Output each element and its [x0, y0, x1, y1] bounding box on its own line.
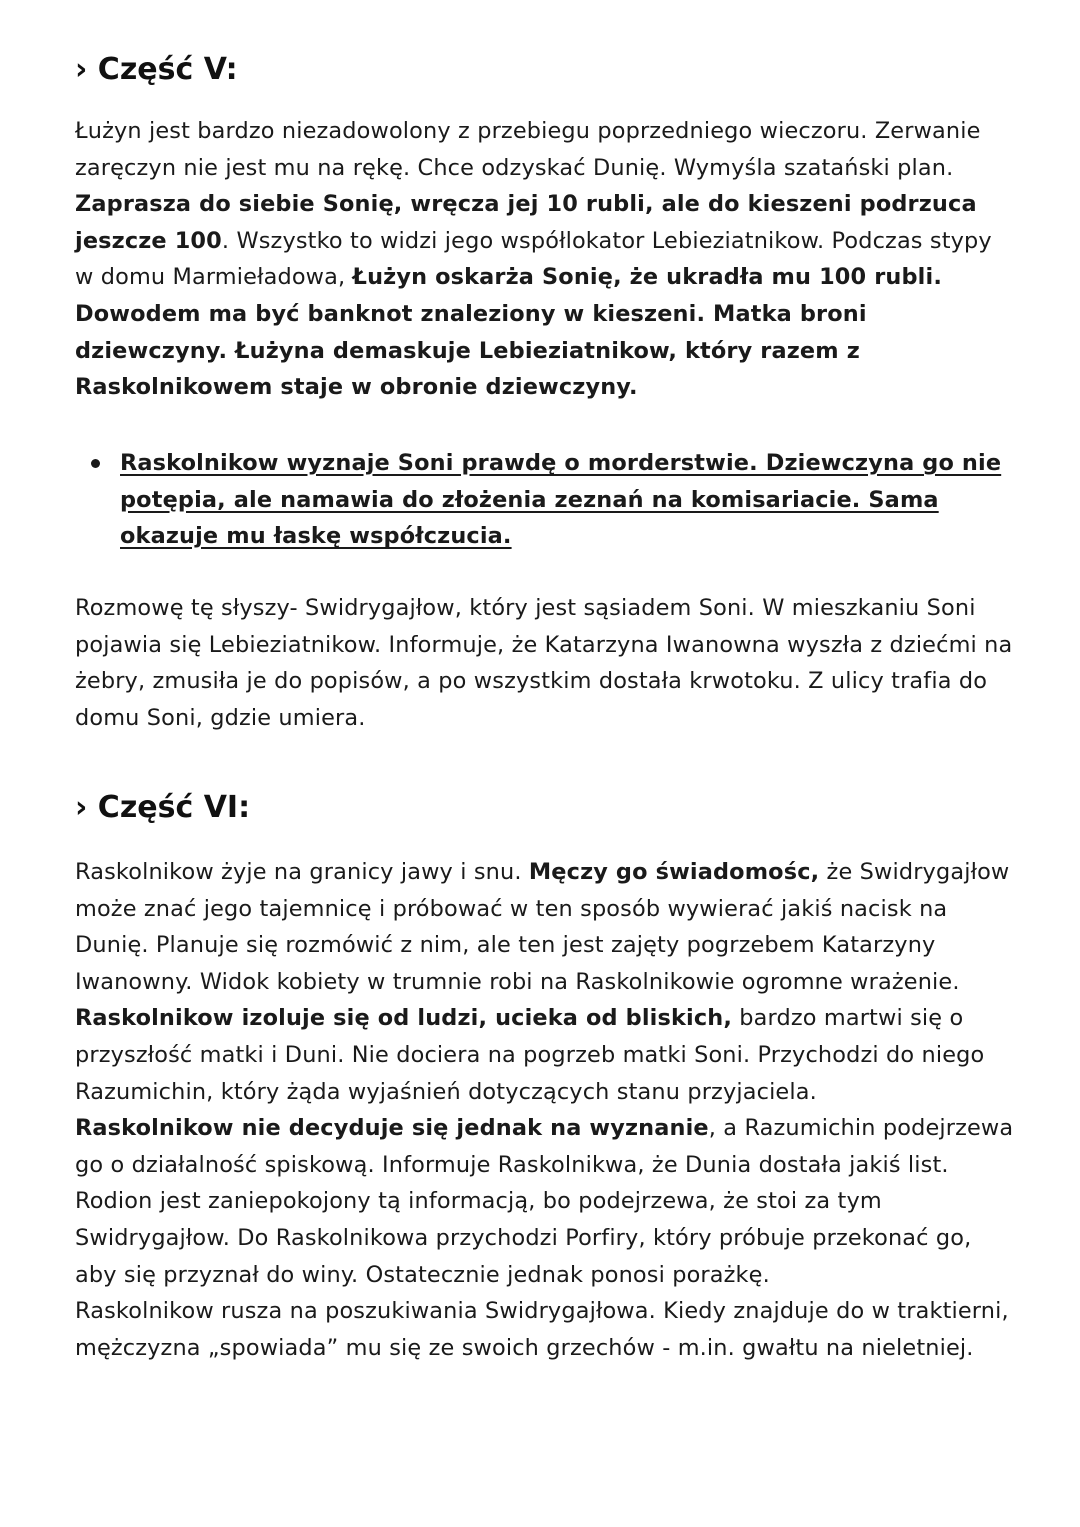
- text-run: bardzo martwi się o przyszłość matki i Duni. Nie dociera na pogrzeb matki Soni. Przychodzi do niego Razumichin, który żąda wyjaśnień dotyczących stanu przyjaciela.: [75, 1005, 985, 1105]
- bullet-list-item: [75, 445, 1015, 555]
- paragraph-luzyn-plan: [75, 113, 1015, 406]
- text-run: , a Razumichin podejrzewa go o działalność spiskową. Informuje Raskolnikwa, że Dunia dostała jakiś list. Rodion jest zaniepokojony tą informacją, bo podejrzewa, że stoi za tym Swidrygajłow. Do Raskolnikowa przychodzi Porfiry, który próbuje przekonać go, aby się przyznał do winy. Ostatecznie jednak ponosi porażkę.: [75, 1115, 1014, 1288]
- text-run: Raskolnikow rusza na poszukiwania Swidrygajłowa. Kiedy znajduje do w traktierni, mężczyzna „spowiada” mu się ze swoich grzechów - m.in. gwałtu na nieletniej.: [75, 1298, 1009, 1361]
- bold-text-run: Męczy go świadomośc,: [528, 859, 820, 885]
- bold-text-run: Zaprasza do siebie Sonię, wręcza jej 10 rubli, ale do kieszeni podrzuca jeszcze 100: [75, 191, 977, 254]
- text-run: że Swidrygajłow może znać jego tajemnicę i próbować w ten sposób wywierać jakiś nacisk na Dunię. Planuje się rozmówić z nim, ale ten jest zajęty pogrzebem Katarzyny Iwanowny. Widok kobiety w trumnie robi na Raskolnikowie ogromne wrażenie.: [75, 859, 1010, 995]
- text-run: Łużyn jest bardzo niezadowolony z przebiegu poprzedniego wieczoru. Zerwanie zaręczyn nie jest mu na rękę. Chce odzyskać Dunię. Wymyśla szatański plan.: [75, 118, 981, 181]
- bullet-text-confession: Raskolnikow wyznaje Soni prawdę o morderstwie. Dziewczyna go nie potępia, ale namawia do złożenia zeznań na komisariacie. Sama okazuje mu łaskę współczucia.: [120, 450, 1002, 550]
- paragraph-swidrygajlow-overhears: Rozmowę tę słyszy- Swidrygajłow, który jest sąsiadem Soni. W mieszkaniu Soni pojawia się Lebieziatnikow. Informuje, że Katarzyna Iwanowna wyszła z dziećmi na żebry, zmusiła je do popisów, a po wszystkim dostała krwotoku. Z ulicy trafia do domu Soni, gdzie umiera.: [75, 595, 1013, 731]
- text-run: . Wszystko to widzi jego współlokator Lebieziatnikow. Podczas stypy w domu Marmieładowa,: [75, 227, 992, 291]
- section-heading-part-v: › Część V:: [75, 52, 238, 87]
- text-run: Raskolnikow żyje na granicy jawy i snu.: [75, 859, 529, 885]
- paragraph-part-vi-summary: [75, 854, 1015, 1366]
- section-heading-part-vi: › Część VI:: [75, 790, 251, 825]
- bullet-dot-icon: [91, 459, 100, 468]
- bold-text-run: Raskolnikow izoluje się od ludzi, ucieka od bliskich,: [75, 1005, 733, 1032]
- bold-text-run: Łużyn oskarża Sonię, że ukradła mu 100 rubli. Dowodem ma być banknot znaleziony w kieszeni. Matka broni dziewczyny. Łużyna demaskuje Lebieziatnikow, który razem z Raskolnikowem staje w obronie dziewczyny.: [75, 264, 942, 401]
- bold-text-run: Raskolnikow nie decyduje się jednak na wyznanie: [75, 1115, 709, 1142]
